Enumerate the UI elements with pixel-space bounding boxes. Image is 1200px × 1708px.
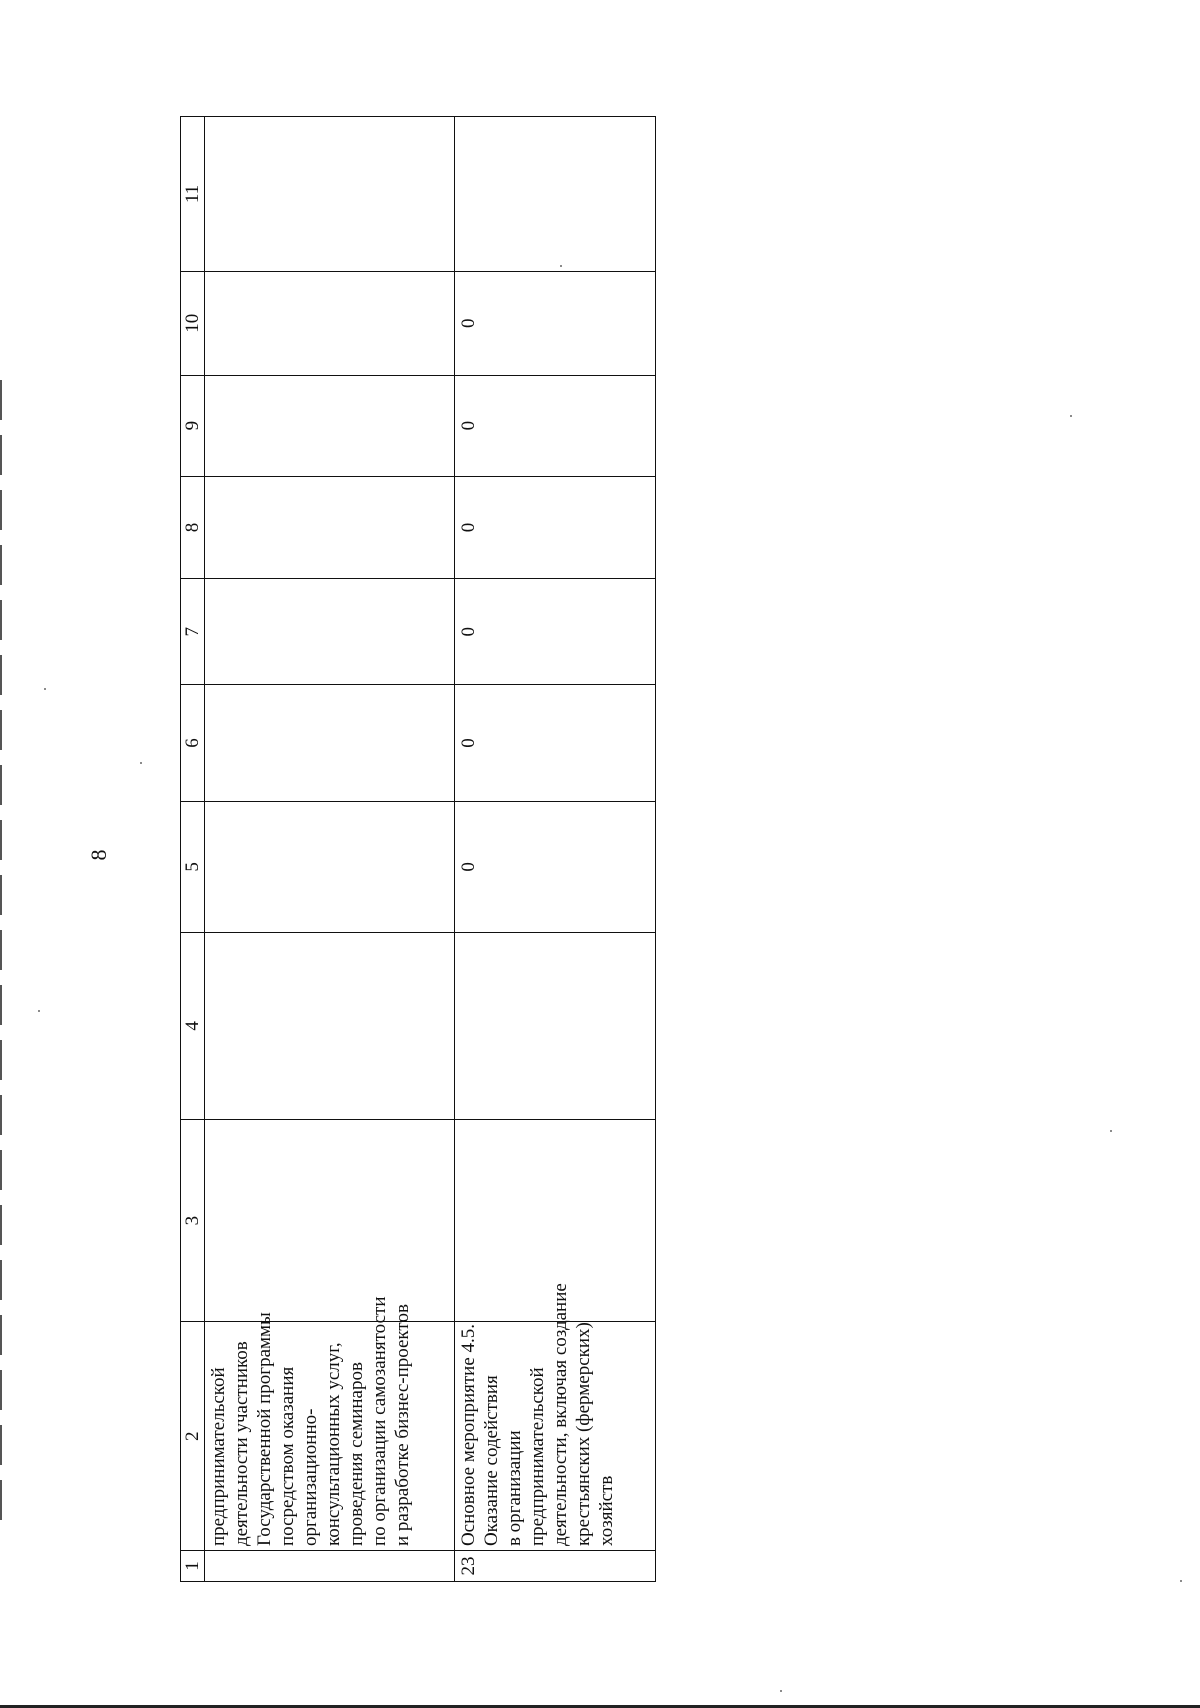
description-line: Оказание содействия [481, 1375, 502, 1547]
header-cell: 2 [181, 1322, 205, 1551]
description-line: и разработке бизнес-проектов [392, 1304, 413, 1547]
header-cell: 10 [181, 271, 205, 375]
description-line: предпринимательской [208, 1367, 229, 1547]
scan-speckle [1070, 415, 1072, 417]
value-cell: 0 [455, 579, 656, 685]
scan-speckle [1180, 1580, 1182, 1582]
value-cell [205, 932, 455, 1119]
value-cell: 0 [455, 801, 656, 932]
description-line: проведения семинаров [346, 1362, 367, 1547]
scan-speckle [560, 265, 562, 267]
value-cell [455, 117, 656, 272]
scan-edge-left [0, 380, 2, 1520]
value-cell: 0 [455, 271, 656, 375]
description-line: Основное мероприятие 4.5. [458, 1323, 479, 1547]
value-cell: 0 [455, 375, 656, 476]
value-cell: 0 [455, 685, 656, 802]
value-cell: 0 [455, 476, 656, 578]
description-line: посредством оказания [277, 1366, 298, 1547]
description-line: консультационных услуг, [323, 1342, 344, 1547]
description-line: предпринимательской [527, 1367, 548, 1547]
header-cell: 8 [181, 476, 205, 578]
header-cell: 7 [181, 579, 205, 685]
table-container [180, 116, 656, 1582]
value-cell [205, 476, 455, 578]
description-line: крестьянских (фермерских) [573, 1322, 594, 1547]
description-line: организационно- [300, 1408, 321, 1547]
header-cell: 6 [181, 685, 205, 802]
header-cell: 11 [181, 117, 205, 272]
value-cell [205, 375, 455, 476]
description-cell [205, 1296, 455, 1551]
description-line: в организации [504, 1430, 525, 1547]
header-row [181, 117, 205, 1582]
header-cell: 4 [181, 932, 205, 1119]
table-row [455, 117, 656, 1582]
data-table [180, 116, 656, 1582]
description-cell [455, 1283, 656, 1551]
header-cell: 5 [181, 801, 205, 932]
page-number: 8 [86, 849, 111, 861]
table-row [205, 117, 455, 1582]
scan-speckle [44, 688, 46, 690]
row-number-cell [205, 1551, 455, 1582]
value-cell [205, 1119, 455, 1321]
header-cell: 3 [181, 1119, 205, 1321]
description-line: деятельности участников [231, 1341, 252, 1547]
value-cell [205, 271, 455, 375]
scan-speckle [780, 1690, 782, 1692]
row-number-cell: 23 [455, 1551, 656, 1582]
description-line: хозяйств [596, 1475, 617, 1547]
scan-speckle [38, 1010, 40, 1012]
value-cell [455, 932, 656, 1119]
header-cell: 9 [181, 375, 205, 476]
value-cell [205, 117, 455, 272]
value-cell [205, 579, 455, 685]
scan-speckle [140, 762, 142, 764]
value-cell [205, 801, 455, 932]
header-cell: 1 [181, 1551, 205, 1582]
description-line: деятельности, включая создание [550, 1283, 571, 1547]
description-line: по организации самозанятости [369, 1296, 390, 1547]
description-line: Государственной программы [254, 1312, 275, 1547]
value-cell [205, 685, 455, 802]
scan-speckle [1110, 1130, 1112, 1132]
